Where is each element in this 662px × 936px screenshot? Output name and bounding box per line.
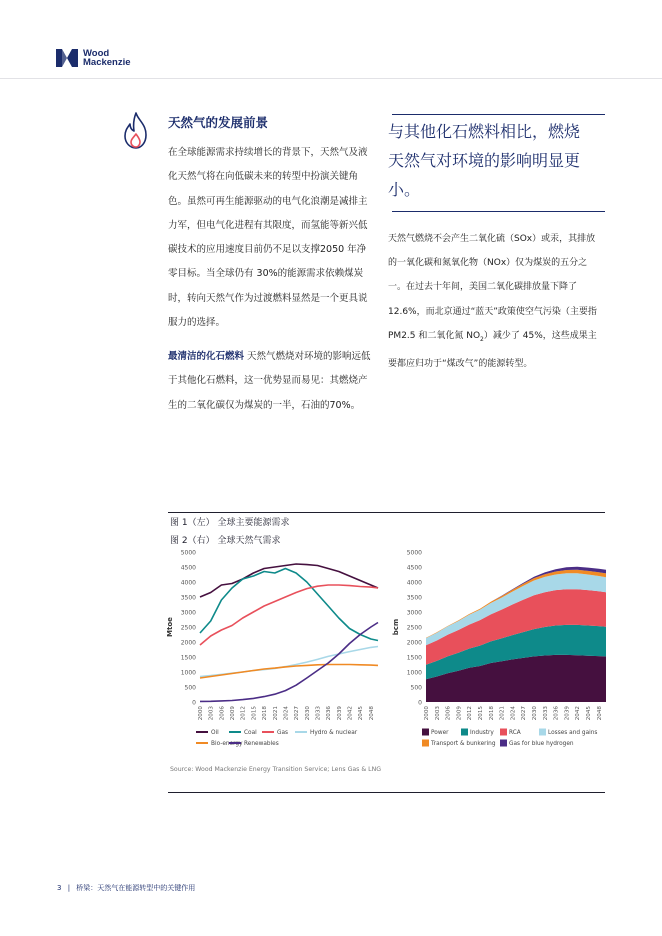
legend-label: RCA: [509, 730, 521, 737]
energy-demand-charts: [160, 540, 610, 760]
x-tick-label: 2012: [467, 706, 474, 721]
y-tick-label: 2500: [180, 624, 196, 632]
x-tick-label: 2009: [456, 706, 463, 721]
x-tick-label: 2003: [434, 706, 441, 721]
section-title: 天然气的发展前景: [168, 115, 269, 130]
x-tick-label: 2012: [240, 706, 247, 721]
quote-bottom-rule: [392, 211, 605, 212]
y-tick-label: 3500: [180, 594, 196, 602]
legend-label: Oil: [211, 730, 219, 737]
y-axis-label: bcm: [392, 618, 400, 636]
y-tick-label: 1500: [406, 654, 422, 662]
series-line: [200, 623, 378, 702]
series-line: [200, 564, 378, 597]
legend-swatch: [539, 729, 546, 736]
x-tick-label: 2015: [478, 706, 484, 721]
x-tick-label: 2006: [445, 706, 452, 721]
legend-label: Transport & bunkering: [431, 741, 496, 748]
figure-top-rule: [168, 512, 605, 513]
x-tick-label: 2045: [358, 706, 365, 721]
x-tick-label: 2024: [283, 706, 290, 721]
legend-label: Gas: [277, 730, 289, 737]
legend-swatch: [422, 729, 429, 736]
footer-separator: |: [67, 884, 71, 892]
x-tick-label: 2030: [532, 706, 538, 721]
y-tick-label: 1500: [180, 654, 196, 662]
brand-name: [83, 49, 131, 67]
x-tick-label: 2042: [575, 706, 582, 721]
cleanest-fuel-paragraph: [168, 345, 372, 418]
y-tick-label: 500: [184, 684, 196, 692]
legend-swatch: [500, 740, 507, 747]
y-tick-label: 5000: [180, 549, 196, 557]
legend-swatch: [500, 729, 507, 736]
legend-label: Bio-energy: [211, 741, 243, 748]
footer-title: 桥梁：天然气在能源转型中的关键作用: [76, 884, 196, 892]
emissions-paragraph: [388, 227, 602, 376]
y-tick-label: 4500: [180, 564, 196, 572]
legend-label: Gas for blue hydrogen: [509, 741, 574, 748]
figure-caption-1: 图 1（左） 全球主要能源需求: [170, 518, 290, 528]
x-tick-label: 2048: [368, 706, 375, 721]
emissions-text: 天然气燃烧不会产生二氧化硫（SOx）或汞，其排放的一氧化碳和氮氧化物（NOx）仅为煤炭的五分之一。在过去十年间，美国二氧化碳排放量下降了 12.6%，而北京通过“蓝天”政策使空气污染（主要指 PM2.5 和二氧化氮 NO: [388, 234, 597, 341]
series-line: [200, 647, 378, 677]
x-tick-label: 2006: [219, 706, 226, 721]
y-tick-label: 4500: [406, 564, 422, 572]
y-tick-label: 4000: [406, 579, 422, 587]
y-tick-label: 3500: [406, 594, 422, 602]
legend-label: Losses and gains: [548, 730, 598, 737]
x-tick-label: 2030: [304, 706, 311, 721]
y-tick-label: 1000: [180, 669, 196, 677]
figure-source: Source: Wood Mackenzie Energy Transition Service; Lens Gas & LNG: [170, 766, 382, 773]
y-axis-label: Mtoe: [166, 617, 174, 637]
page-number: 3: [57, 884, 62, 892]
y-tick-label: 5000: [406, 549, 422, 557]
x-tick-label: 2000: [424, 706, 430, 721]
x-tick-label: 2027: [521, 706, 528, 721]
y-tick-label: 4000: [180, 579, 196, 587]
y-tick-label: 1000: [406, 669, 422, 677]
brand-logo: [56, 49, 131, 67]
x-tick-label: 2018: [488, 706, 495, 721]
legend-label: Coal: [244, 730, 257, 737]
x-tick-label: 2045: [586, 706, 592, 721]
x-tick-label: 2018: [262, 706, 269, 721]
y-tick-label: 2000: [180, 639, 196, 647]
wood-mackenzie-logo-icon: [56, 49, 78, 67]
y-tick-label: 0: [192, 699, 196, 707]
x-tick-label: 2009: [230, 706, 237, 721]
y-tick-label: 0: [418, 699, 422, 707]
series-line: [200, 569, 378, 641]
pull-quote: 与其他化石燃料相比，燃烧天然气对环境的影响明显更小。: [388, 122, 581, 199]
intro-paragraph: 在全球能源需求持续增长的背景下，天然气及液化天然气将在向低碳未来的转型中扮演关键角色。虽然可再生能源驱动的电气化浪潮是减排主力军，但电气化进程有其限度，而氢能等新兴低碳技术的应用速度目前仍不足以支撑2050 年净零目标。当全球仍有 30%的能源需求依赖煤炭时，转向天然气作为过渡燃料显然是一个更具说服力的选择。: [168, 147, 368, 329]
legend-swatch: [422, 740, 429, 747]
legend-label: Hydro & nuclear: [310, 730, 358, 737]
y-tick-label: 3000: [406, 609, 422, 617]
chart-2: [392, 550, 606, 748]
subscript-2: 2: [480, 335, 484, 343]
x-tick-label: 2048: [596, 706, 603, 721]
x-tick-label: 2036: [553, 706, 560, 721]
x-tick-label: 2021: [272, 706, 279, 721]
brand-line-1: Wood: [83, 48, 110, 59]
paragraph-body: 天然气燃烧对环境的影响远低于其他化石燃料，这一优势显而易见：其燃烧产生的二氧化碳仅为煤炭的一半，石油的70%。: [168, 351, 371, 411]
emissions-text-end: ）减少了 45%，这些成果主要都应归功于“煤改气”的能源转型。: [388, 330, 597, 369]
legend-label: Industry: [470, 730, 494, 737]
x-tick-label: 2021: [499, 706, 506, 721]
chart-1: [166, 550, 378, 748]
legend-label: Renewables: [244, 741, 279, 748]
figure-caption-2: 图 2（右） 全球天然气需求: [170, 536, 281, 546]
x-tick-label: 2033: [542, 706, 549, 721]
paragraph-lead-in: 最清洁的化石燃料: [168, 351, 245, 362]
y-tick-label: 2500: [406, 624, 422, 632]
x-tick-label: 2027: [294, 706, 301, 721]
quote-top-rule: [392, 114, 605, 115]
x-tick-label: 2033: [315, 706, 322, 721]
x-tick-label: 2000: [198, 706, 204, 721]
x-tick-label: 2042: [347, 706, 354, 721]
series-line: [200, 665, 378, 679]
legend-swatch: [461, 729, 468, 736]
y-tick-label: 500: [410, 684, 422, 692]
x-tick-label: 2015: [251, 706, 258, 721]
y-tick-label: 2000: [406, 639, 422, 647]
x-tick-label: 2036: [326, 706, 333, 721]
flame-icon: [118, 110, 154, 152]
x-tick-label: 2003: [208, 706, 215, 721]
x-tick-label: 2039: [564, 706, 571, 721]
x-tick-label: 2039: [336, 706, 343, 721]
header-divider: [0, 78, 662, 79]
brand-line-2: Mackenzie: [83, 57, 131, 68]
page-footer: [57, 883, 195, 893]
figure-bottom-rule: [168, 792, 605, 793]
legend-label: Power: [431, 730, 449, 737]
y-tick-label: 3000: [180, 609, 196, 617]
x-tick-label: 2024: [510, 706, 517, 721]
